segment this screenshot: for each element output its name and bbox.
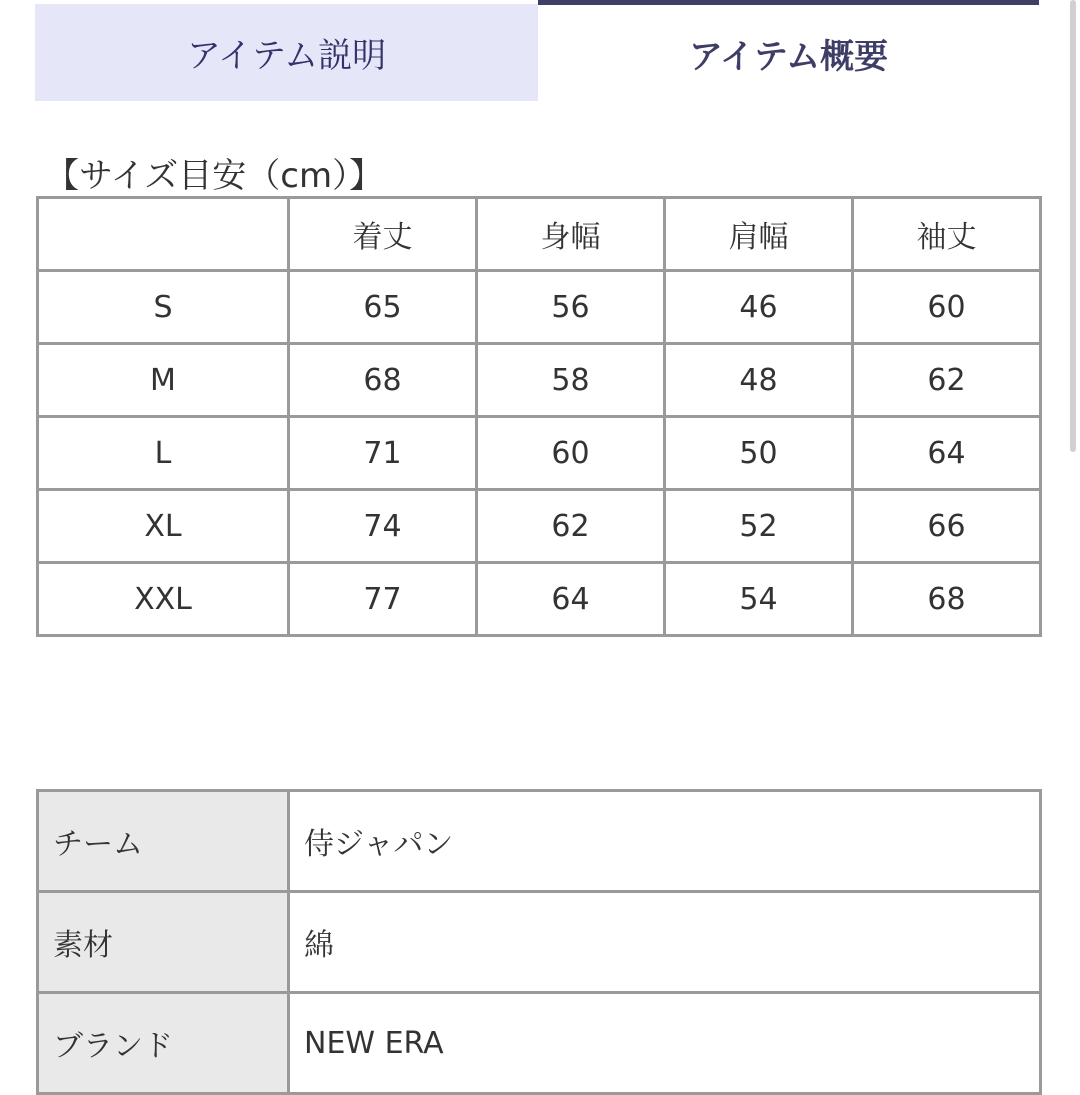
- size-label-cell: S: [38, 271, 289, 344]
- table-row: [38, 490, 1041, 563]
- item-tabs: [35, 0, 1039, 102]
- table-cell: 52: [665, 490, 853, 563]
- table-row: [38, 271, 1041, 344]
- table-row: [38, 344, 1041, 417]
- size-label-cell: XL: [38, 490, 289, 563]
- spec-value: 侍ジャパン: [289, 791, 1041, 892]
- tab-item-overview[interactable]: アイテム概要: [538, 0, 1039, 102]
- size-table-header-cell: 身幅: [477, 198, 665, 271]
- spec-row-material: [38, 892, 1041, 993]
- spec-row-team: [38, 791, 1041, 892]
- table-cell: 64: [853, 417, 1041, 490]
- table-cell: 48: [665, 344, 853, 417]
- table-cell: 66: [853, 490, 1041, 563]
- size-table-header-cell: 着丈: [289, 198, 477, 271]
- size-table-header-cell: [38, 198, 289, 271]
- size-table-header-cell: 肩幅: [665, 198, 853, 271]
- table-cell: 60: [853, 271, 1041, 344]
- table-cell: 60: [477, 417, 665, 490]
- table-cell: 62: [853, 344, 1041, 417]
- tab-item-description[interactable]: アイテム説明: [35, 4, 538, 101]
- spec-label: 素材: [38, 892, 289, 993]
- table-cell: 74: [289, 490, 477, 563]
- table-cell: 62: [477, 490, 665, 563]
- size-table-header-row: [38, 198, 1041, 271]
- spec-value: 綿: [289, 892, 1041, 993]
- spec-label: ブランド: [38, 993, 289, 1094]
- table-cell: 68: [853, 563, 1041, 636]
- table-cell: 54: [665, 563, 853, 636]
- scrollbar-thumb[interactable]: [1070, 0, 1076, 452]
- table-row: [38, 417, 1041, 490]
- scrollbar[interactable]: [1068, 0, 1080, 1080]
- size-label-cell: L: [38, 417, 289, 490]
- spec-table: [36, 789, 1042, 1095]
- size-label-cell: XXL: [38, 563, 289, 636]
- table-cell: 68: [289, 344, 477, 417]
- table-row: [38, 563, 1041, 636]
- table-cell: 46: [665, 271, 853, 344]
- table-cell: 77: [289, 563, 477, 636]
- size-table: [36, 196, 1042, 637]
- table-cell: 50: [665, 417, 853, 490]
- table-cell: 65: [289, 271, 477, 344]
- spec-value: NEW ERA: [289, 993, 1041, 1094]
- table-cell: 56: [477, 271, 665, 344]
- spec-label: チーム: [38, 791, 289, 892]
- size-guide-title: 【サイズ目安（cm）】: [45, 156, 384, 196]
- size-table-header-cell: 袖丈: [853, 198, 1041, 271]
- spec-row-brand: [38, 993, 1041, 1094]
- table-cell: 58: [477, 344, 665, 417]
- table-cell: 71: [289, 417, 477, 490]
- table-cell: 64: [477, 563, 665, 636]
- size-label-cell: M: [38, 344, 289, 417]
